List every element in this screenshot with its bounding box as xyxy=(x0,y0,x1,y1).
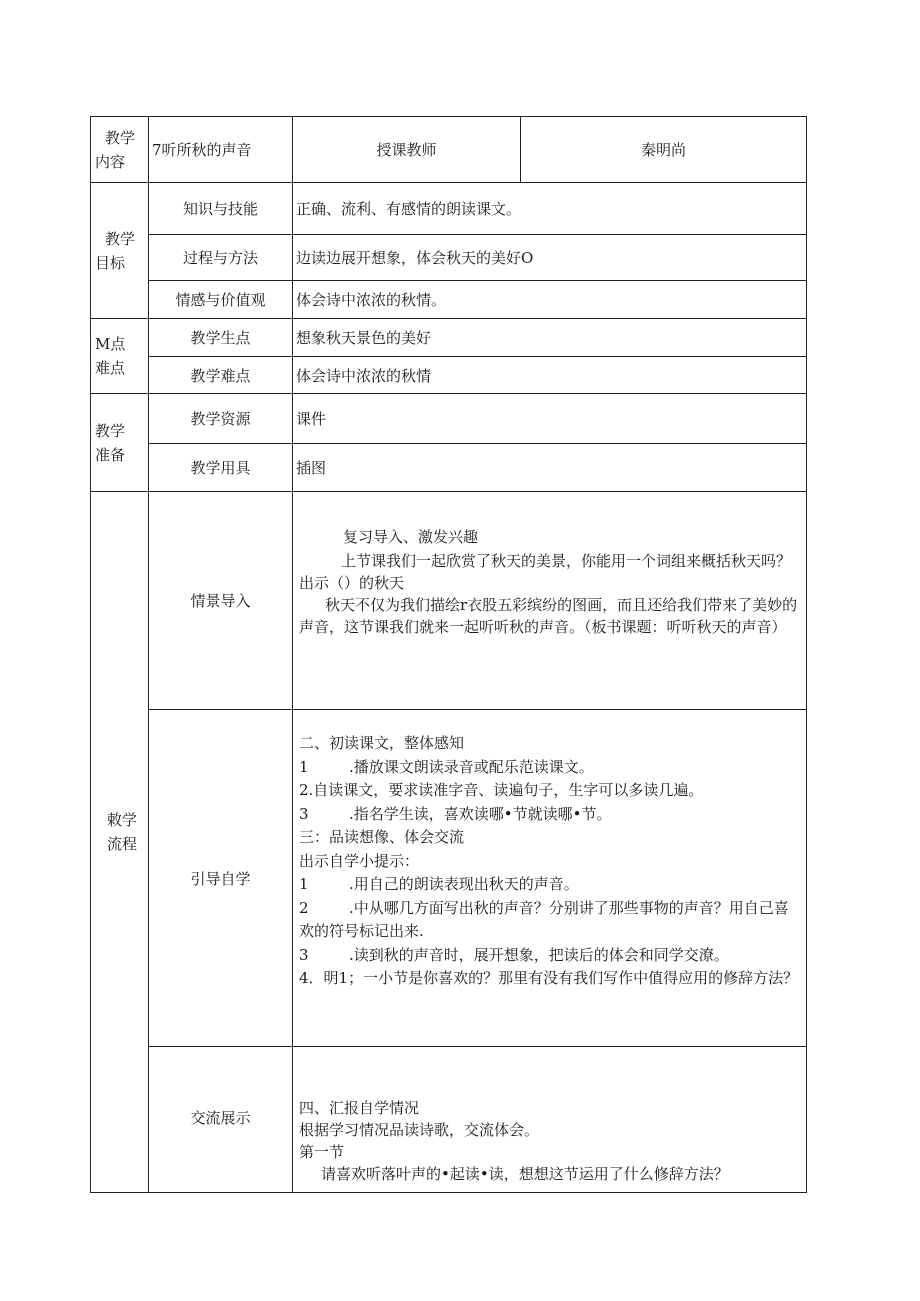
stage-intro-content xyxy=(293,492,807,710)
list-number: 3 xyxy=(299,945,309,964)
goal-row xyxy=(91,183,807,235)
process-label: 敕学 流程 xyxy=(91,492,149,1193)
goal-name: 过程与方法 xyxy=(149,235,293,281)
process-row xyxy=(91,1047,807,1193)
self-study-line: 4．明1；一小节是你喜欢的？那里有没有我们写作中值得应用的修辞方法？ xyxy=(299,969,799,987)
prep-row xyxy=(91,394,807,444)
share-line: 根据学习情况品读诗歌，交流体会。 xyxy=(299,1121,540,1139)
share-line: 请喜欢听落叶声的•起读•读，想想这节运用了什么修辞方法？ xyxy=(321,1165,729,1183)
goal-value: 体会诗中浓浓的秋情。 xyxy=(293,281,807,319)
key-point-name: 教学难点 xyxy=(149,357,293,394)
goal-row xyxy=(91,281,807,319)
self-study-line: 三：品读想像、体会交流 xyxy=(299,828,465,846)
prep-value: 课件 xyxy=(293,394,807,444)
key-point-value: 体会诗中浓浓的秋情 xyxy=(293,357,807,394)
process-row xyxy=(91,492,807,710)
list-number: 1 xyxy=(299,875,309,893)
stage-share-label: 交流展示 xyxy=(190,1109,251,1127)
share-line: 第一节 xyxy=(299,1143,345,1161)
key-points-label: M点 难点 xyxy=(91,319,149,394)
stage-self-study-content xyxy=(293,710,807,1047)
prep-row xyxy=(91,444,807,492)
lesson-title: 7听所秋的声音 xyxy=(149,117,293,183)
intro-paragraph: 上节课我们一起欣赏了秋天的美景，你能用一个词组来概括秋天吗？出示（）的秋天 xyxy=(299,551,792,592)
goals-label: 教学 目标 xyxy=(91,183,149,319)
prep-label: 教学 准备 xyxy=(91,394,149,492)
teacher-label: 授课教师 xyxy=(293,117,521,183)
self-study-line: 2.自读课文，要求读准字音、读遍句子，生字可以多读几遍。 xyxy=(299,781,704,799)
goal-row xyxy=(91,235,807,281)
prep-name: 教学用具 xyxy=(149,444,293,492)
intro-paragraph: 秋天不仅为我们描绘r衣股五彩缤纷的图画，而且还给我们带来了美妙的声音，这节课我们就来一起听听秋的声音。（板书课题：听听秋天的声音） xyxy=(299,595,798,636)
process-row xyxy=(91,710,807,1047)
stage-self-study-name: 引导自学 xyxy=(149,710,293,1047)
list-number: 1 xyxy=(299,757,309,776)
self-study-line: .中从哪几方面写出秋的声音？分别讲了那些事物的声音？用自己喜欢的符号标记出来. xyxy=(299,898,789,940)
content-label: 教学 内容 xyxy=(91,117,149,183)
self-study-line: .播放课文朗读录音或配乐范读课文。 xyxy=(349,757,594,776)
teacher-name: 秦明尚 xyxy=(521,117,807,183)
goal-name: 情感与价值观 xyxy=(149,281,293,319)
list-number: 2 xyxy=(299,898,309,917)
self-study-line: 二、初读课文，整体感知 xyxy=(299,734,465,752)
key-point-row xyxy=(91,319,807,357)
key-point-value: 想象秋天景色的美好 xyxy=(293,319,807,357)
goal-value: 边读边展开想象，体会秋天的美好O xyxy=(293,235,807,281)
self-study-line: 出示自学小提示： xyxy=(299,851,420,870)
stage-share-name xyxy=(149,1047,293,1193)
share-line: 四、汇报自学情况 xyxy=(299,1099,420,1117)
self-study-line: .读到秋的声音时，展开想象，把读后的体会和同学交潦。 xyxy=(349,945,729,964)
header-row xyxy=(91,117,807,183)
key-point-row xyxy=(91,357,807,394)
lesson-plan-table xyxy=(90,116,807,1193)
stage-intro-name: 情景导入 xyxy=(149,492,293,710)
goal-value: 正确、流利、有感情的朗读课文。 xyxy=(293,183,807,235)
key-point-name: 教学生点 xyxy=(149,319,293,357)
prep-name: 教学资源 xyxy=(149,394,293,444)
list-number: 3 xyxy=(299,804,309,823)
self-study-line: .指名学生读，喜欢读哪•节就读哪•节。 xyxy=(349,804,612,823)
stage-share-content xyxy=(293,1047,807,1193)
prep-value: 插图 xyxy=(293,444,807,492)
self-study-line: .用自己的朗读表现出秋天的声音。 xyxy=(349,875,579,893)
intro-heading: 复习导入、激发兴趣 xyxy=(343,528,479,546)
goal-name: 知识与技能 xyxy=(149,183,293,235)
